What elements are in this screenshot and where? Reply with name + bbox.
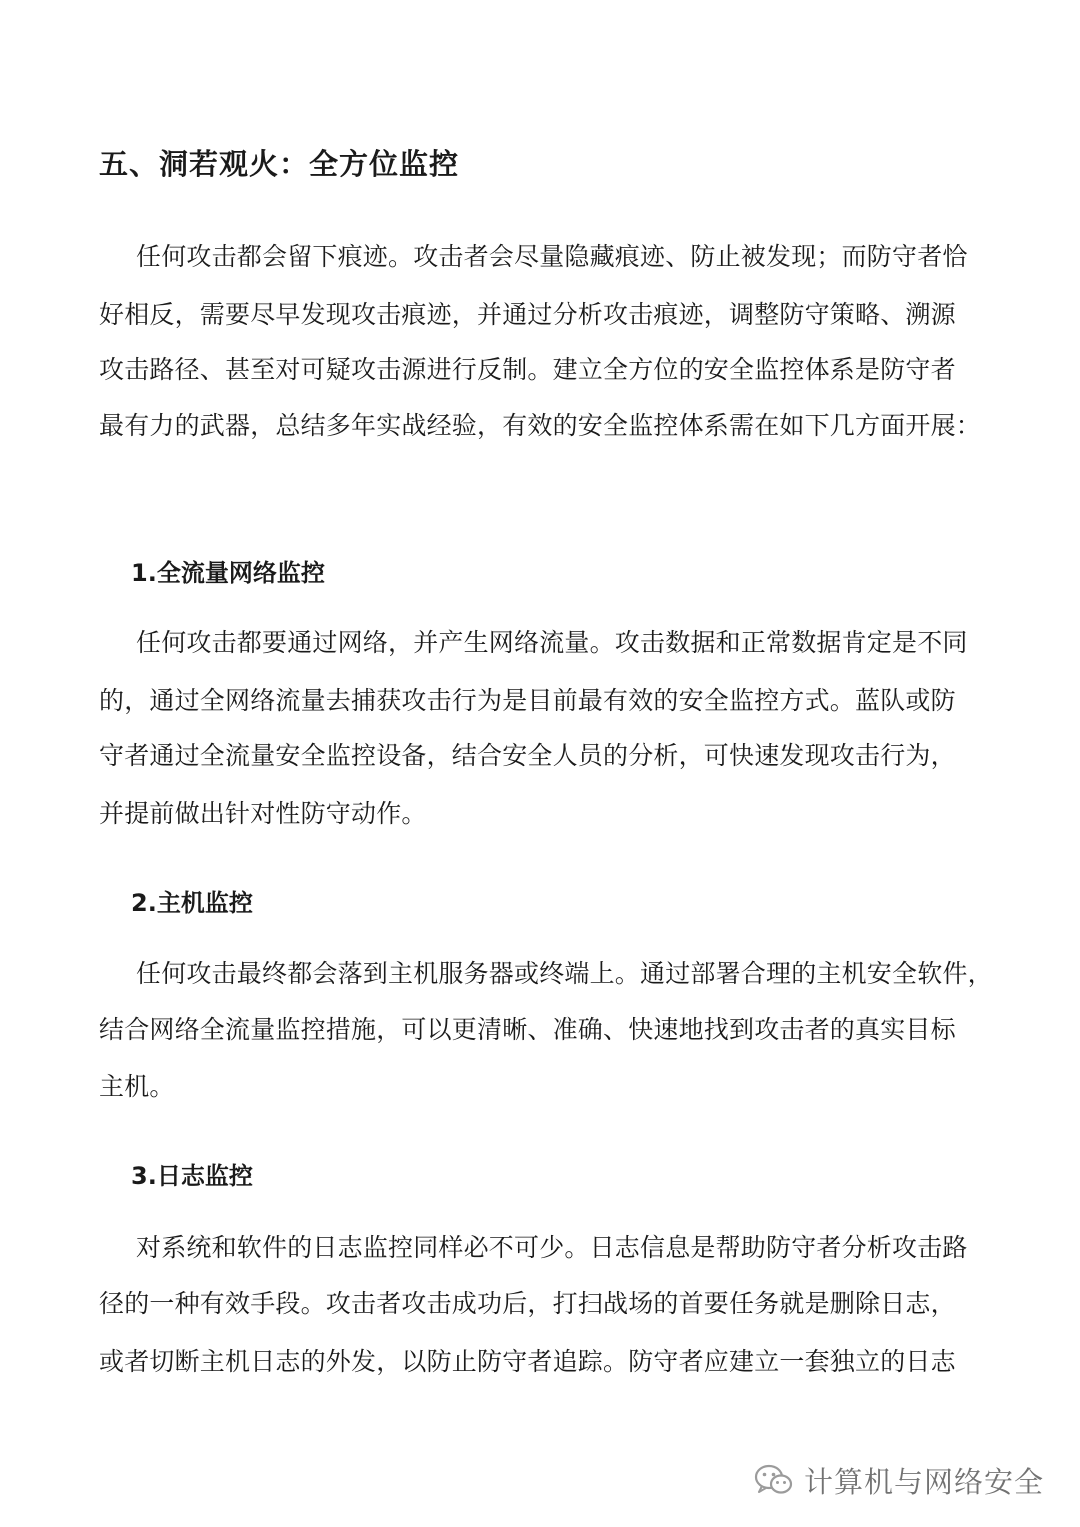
wechat-icon [754,1463,794,1497]
paragraph-line: 任何攻击都要通过网络，并产生网络流量。攻击数据和正常数据肯定是不同 [136,628,968,657]
paragraph-line: 主机。 [99,1072,175,1101]
subsection-title-log-monitoring: 3.日志监控 [131,1162,253,1190]
paragraph-line: 对系统和软件的日志监控同样必不可少。日志信息是帮助防守者分析攻击路 [136,1233,968,1262]
watermark-text: 计算机与网络安全 [803,1464,1044,1499]
paragraph-line: 或者切断主机日志的外发，以防止防守者追踪。防守者应建立一套独立的日志 [99,1347,956,1376]
subsection-title-host-monitoring: 2.主机监控 [131,889,253,917]
paragraph-line: 并提前做出针对性防守动作。 [99,799,427,828]
wechat-watermark [754,1460,1044,1500]
paragraph-line: 径的一种有效手段。攻击者攻击成功后，打扫战场的首要任务就是删除日志， [99,1289,956,1318]
paragraph-line: 结合网络全流量监控措施，可以更清晰、准确、快速地找到攻击者的真实目标 [99,1015,956,1044]
paragraph-line: 最有力的武器，总结多年实战经验，有效的安全监控体系需在如下几方面开展： [99,411,982,440]
paragraph-line: 任何攻击最终都会落到主机服务器或终端上。通过部署合理的主机安全软件， [136,959,993,988]
paragraph-line: 好相反，需要尽早发现攻击痕迹，并通过分析攻击痕迹，调整防守策略、溯源 [99,300,956,329]
section-heading: 五、洞若观火：全方位监控 [99,147,460,181]
paragraph-line: 任何攻击都会留下痕迹。攻击者会尽量隐藏痕迹、防止被发现；而防守者恰 [136,242,968,271]
paragraph-line: 守者通过全流量安全监控设备，结合安全人员的分析，可快速发现攻击行为， [99,741,956,770]
subsection-title-network-monitoring: 1.全流量网络监控 [131,559,325,587]
paragraph-line: 攻击路径、甚至对可疑攻击源进行反制。建立全方位的安全监控体系是防守者 [99,355,956,384]
paragraph-line: 的，通过全网络流量去捕获攻击行为是目前最有效的安全监控方式。蓝队或防 [99,686,956,715]
